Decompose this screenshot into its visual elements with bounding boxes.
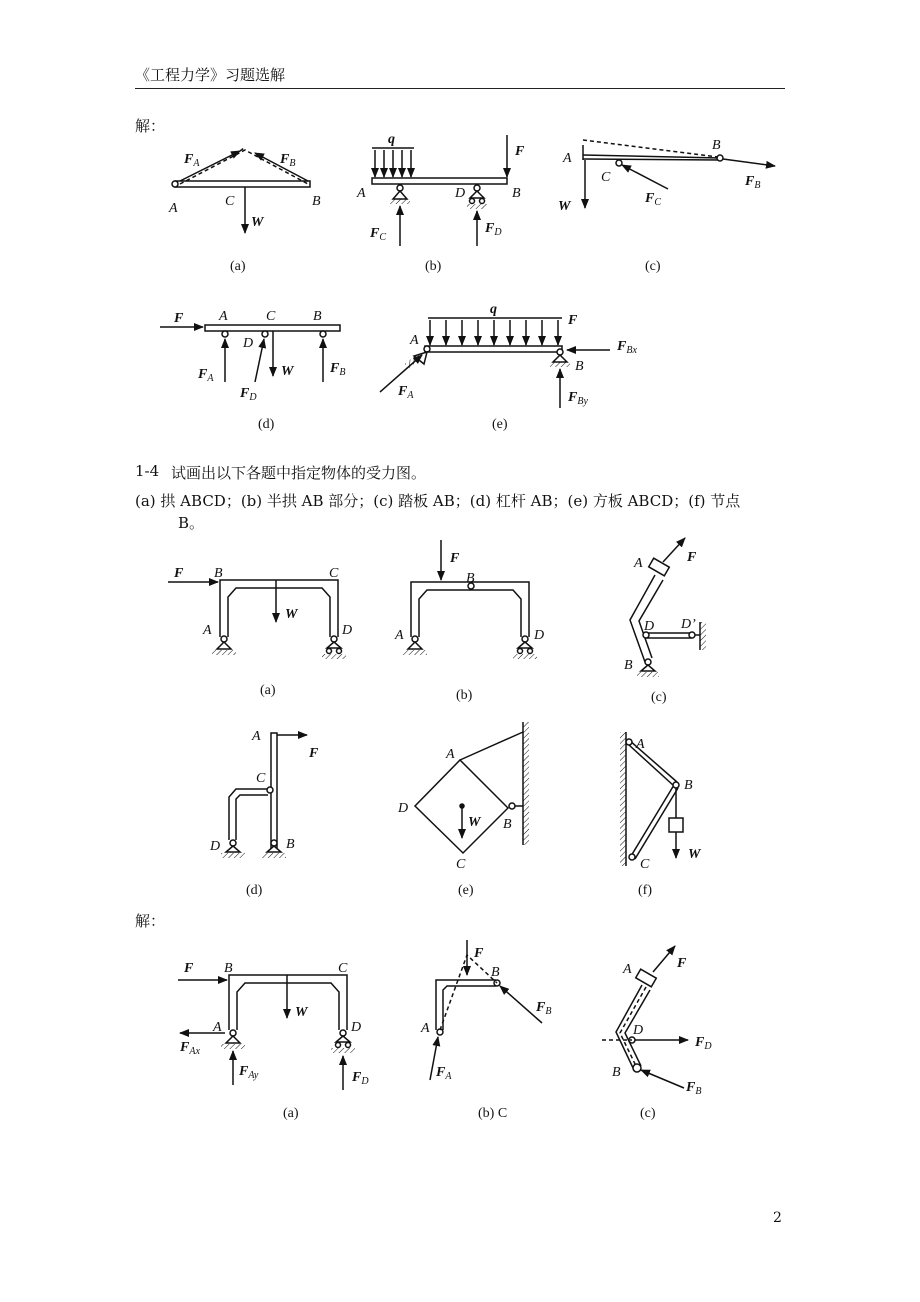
label-F-3b: F [450, 551, 460, 566]
label-F-3a: F [174, 566, 184, 581]
label-C-4e: C [456, 857, 466, 872]
label-B-2d: B [313, 309, 322, 324]
figure-4f [620, 732, 683, 866]
label-A-5a: A [213, 1020, 222, 1035]
label-B-3a: B [214, 566, 223, 581]
label-FD-1b: $F_D$ [485, 221, 502, 238]
figure-3a [168, 580, 346, 659]
label-q-2e: q [490, 302, 497, 317]
label-C-1a: C [225, 194, 235, 209]
label-D-4e: D [398, 801, 409, 816]
label-FAy-5a: $F_{Ay}$ [239, 1064, 259, 1081]
label-C-4d: C [256, 771, 266, 786]
label-B-2e: B [575, 359, 584, 374]
label-D-3b: D [534, 628, 545, 643]
label-B-5c: B [612, 1065, 621, 1080]
caption-5b: (b) C [478, 1106, 508, 1121]
solution-label-1: 解： [135, 117, 166, 135]
running-header: 《工程力学》习题选解 [135, 66, 286, 84]
problem-parts-line1: (a) 拱 ABCD；(b) 半拱 AB 部分；(c) 踏板 AB；(d) 杠杆 AB；(e) 方板 ABCD；(f) 节点 [135, 492, 741, 510]
problem-statement: 试画出以下各题中指定物体的受力图。 [171, 464, 427, 482]
label-FC-1b: $F_C$ [370, 226, 387, 243]
label-B-5a: B [224, 961, 233, 976]
caption-3b: (b) [456, 688, 473, 703]
label-D-1b: D [455, 186, 466, 201]
label-B-4f: B [684, 778, 693, 793]
label-B-1a: B [312, 194, 321, 209]
figure-2d [160, 325, 340, 382]
label-FB-2d: $F_B$ [330, 361, 346, 378]
caption-5c: (c) [640, 1106, 656, 1121]
label-D-5a: D [351, 1020, 362, 1035]
label-C-2d: C [266, 309, 276, 324]
solution-label-2: 解： [135, 912, 166, 930]
label-FB-1a: $F_B$ [280, 152, 296, 169]
label-FB-5b: $F_B$ [536, 1000, 552, 1017]
label-A-5c: A [623, 962, 632, 977]
figure-5a [178, 975, 355, 1090]
label-A-2e: A [410, 333, 419, 348]
label-W-3a: W [285, 607, 298, 622]
label-B-5b: B [491, 965, 500, 980]
caption-2d: (d) [258, 417, 275, 432]
label-FA-2d: $F_A$ [198, 367, 214, 384]
label-W-4e: W [468, 815, 481, 830]
label-A-1a: A [169, 201, 178, 216]
label-FBy-2e: $F_{By}$ [568, 390, 588, 407]
label-A-1b: A [357, 186, 366, 201]
label-W-2d: W [281, 364, 294, 379]
label-FD-2d: $F_D$ [240, 386, 257, 403]
label-F-4d: F [309, 746, 319, 761]
label-B-4e: B [503, 817, 512, 832]
caption-1c: (c) [645, 259, 661, 274]
label-FBx-2e: $F_{Bx}$ [617, 339, 637, 356]
label-D-2d: D [243, 336, 254, 351]
caption-3a: (a) [260, 683, 276, 698]
label-FD-5a: $F_D$ [352, 1070, 369, 1087]
label-W-4f: W [688, 847, 701, 862]
label-B-3b: B [466, 571, 475, 586]
figure-5b [430, 940, 542, 1080]
label-B-3c: B [624, 658, 633, 673]
label-C-3a: C [329, 566, 339, 581]
label-B-1c: B [712, 138, 721, 153]
label-FA-5b: $F_A$ [436, 1065, 452, 1082]
label-D-4d: D [210, 839, 221, 854]
label-FD-5c: $F_D$ [695, 1035, 712, 1052]
label-q-1b: q [388, 132, 395, 147]
label-FAx-5a: $F_{Ax}$ [180, 1040, 200, 1057]
label-W-5a: W [295, 1005, 308, 1020]
label-A-2d: A [219, 309, 228, 324]
label-C-4f: C [640, 857, 650, 872]
caption-1a: (a) [230, 259, 246, 274]
caption-4e: (e) [458, 883, 474, 898]
label-A-4e: A [446, 747, 455, 762]
label-A-5b: A [421, 1021, 430, 1036]
label-FC-1c: $F_C$ [645, 191, 662, 208]
label-F-5c: F [677, 956, 687, 971]
figure-3b [403, 540, 537, 659]
label-F-3c: F [687, 550, 697, 565]
label-D-3c: D [644, 619, 655, 634]
label-A-3b: A [395, 628, 404, 643]
label-FA-2e: $F_A$ [398, 384, 414, 401]
label-B-4d: B [286, 837, 295, 852]
label-C-1c: C [601, 170, 611, 185]
label-FB-5c: $F_B$ [686, 1080, 702, 1097]
label-D-5c: D [633, 1023, 644, 1038]
caption-3c: (c) [651, 690, 667, 705]
label-F-2e: F [568, 313, 578, 328]
caption-4d: (d) [246, 883, 263, 898]
label-C-5a: C [338, 961, 348, 976]
label-A-4f: A [636, 737, 645, 752]
label-A-1c: A [563, 151, 572, 166]
figure-4e [415, 722, 529, 853]
label-B-1b: B [512, 186, 521, 201]
caption-5a: (a) [283, 1106, 299, 1121]
label-F-2d: F [174, 311, 184, 326]
label-A-3c: A [634, 556, 643, 571]
caption-2e: (e) [492, 417, 508, 432]
label-F-5a: F [184, 961, 194, 976]
problem-parts-line2: B。 [178, 514, 205, 532]
problem-number: 1-4 [135, 462, 160, 480]
label-A-4d: A [252, 729, 261, 744]
label-D-3a: D [342, 623, 353, 638]
label-FB-1c: $F_B$ [745, 174, 761, 191]
caption-1b: (b) [425, 259, 442, 274]
label-F-5b: F [474, 946, 484, 961]
caption-4f: (f) [638, 883, 652, 898]
label-F-1b: F [515, 144, 525, 159]
label-A-3a: A [203, 623, 212, 638]
label-W-1c: W [558, 199, 571, 214]
label-W-1a: W [251, 215, 264, 230]
label-FA-1a: $F_A$ [184, 152, 200, 169]
label-Dp-3c: D’ [681, 617, 696, 632]
page-number: 2 [773, 1210, 782, 1226]
